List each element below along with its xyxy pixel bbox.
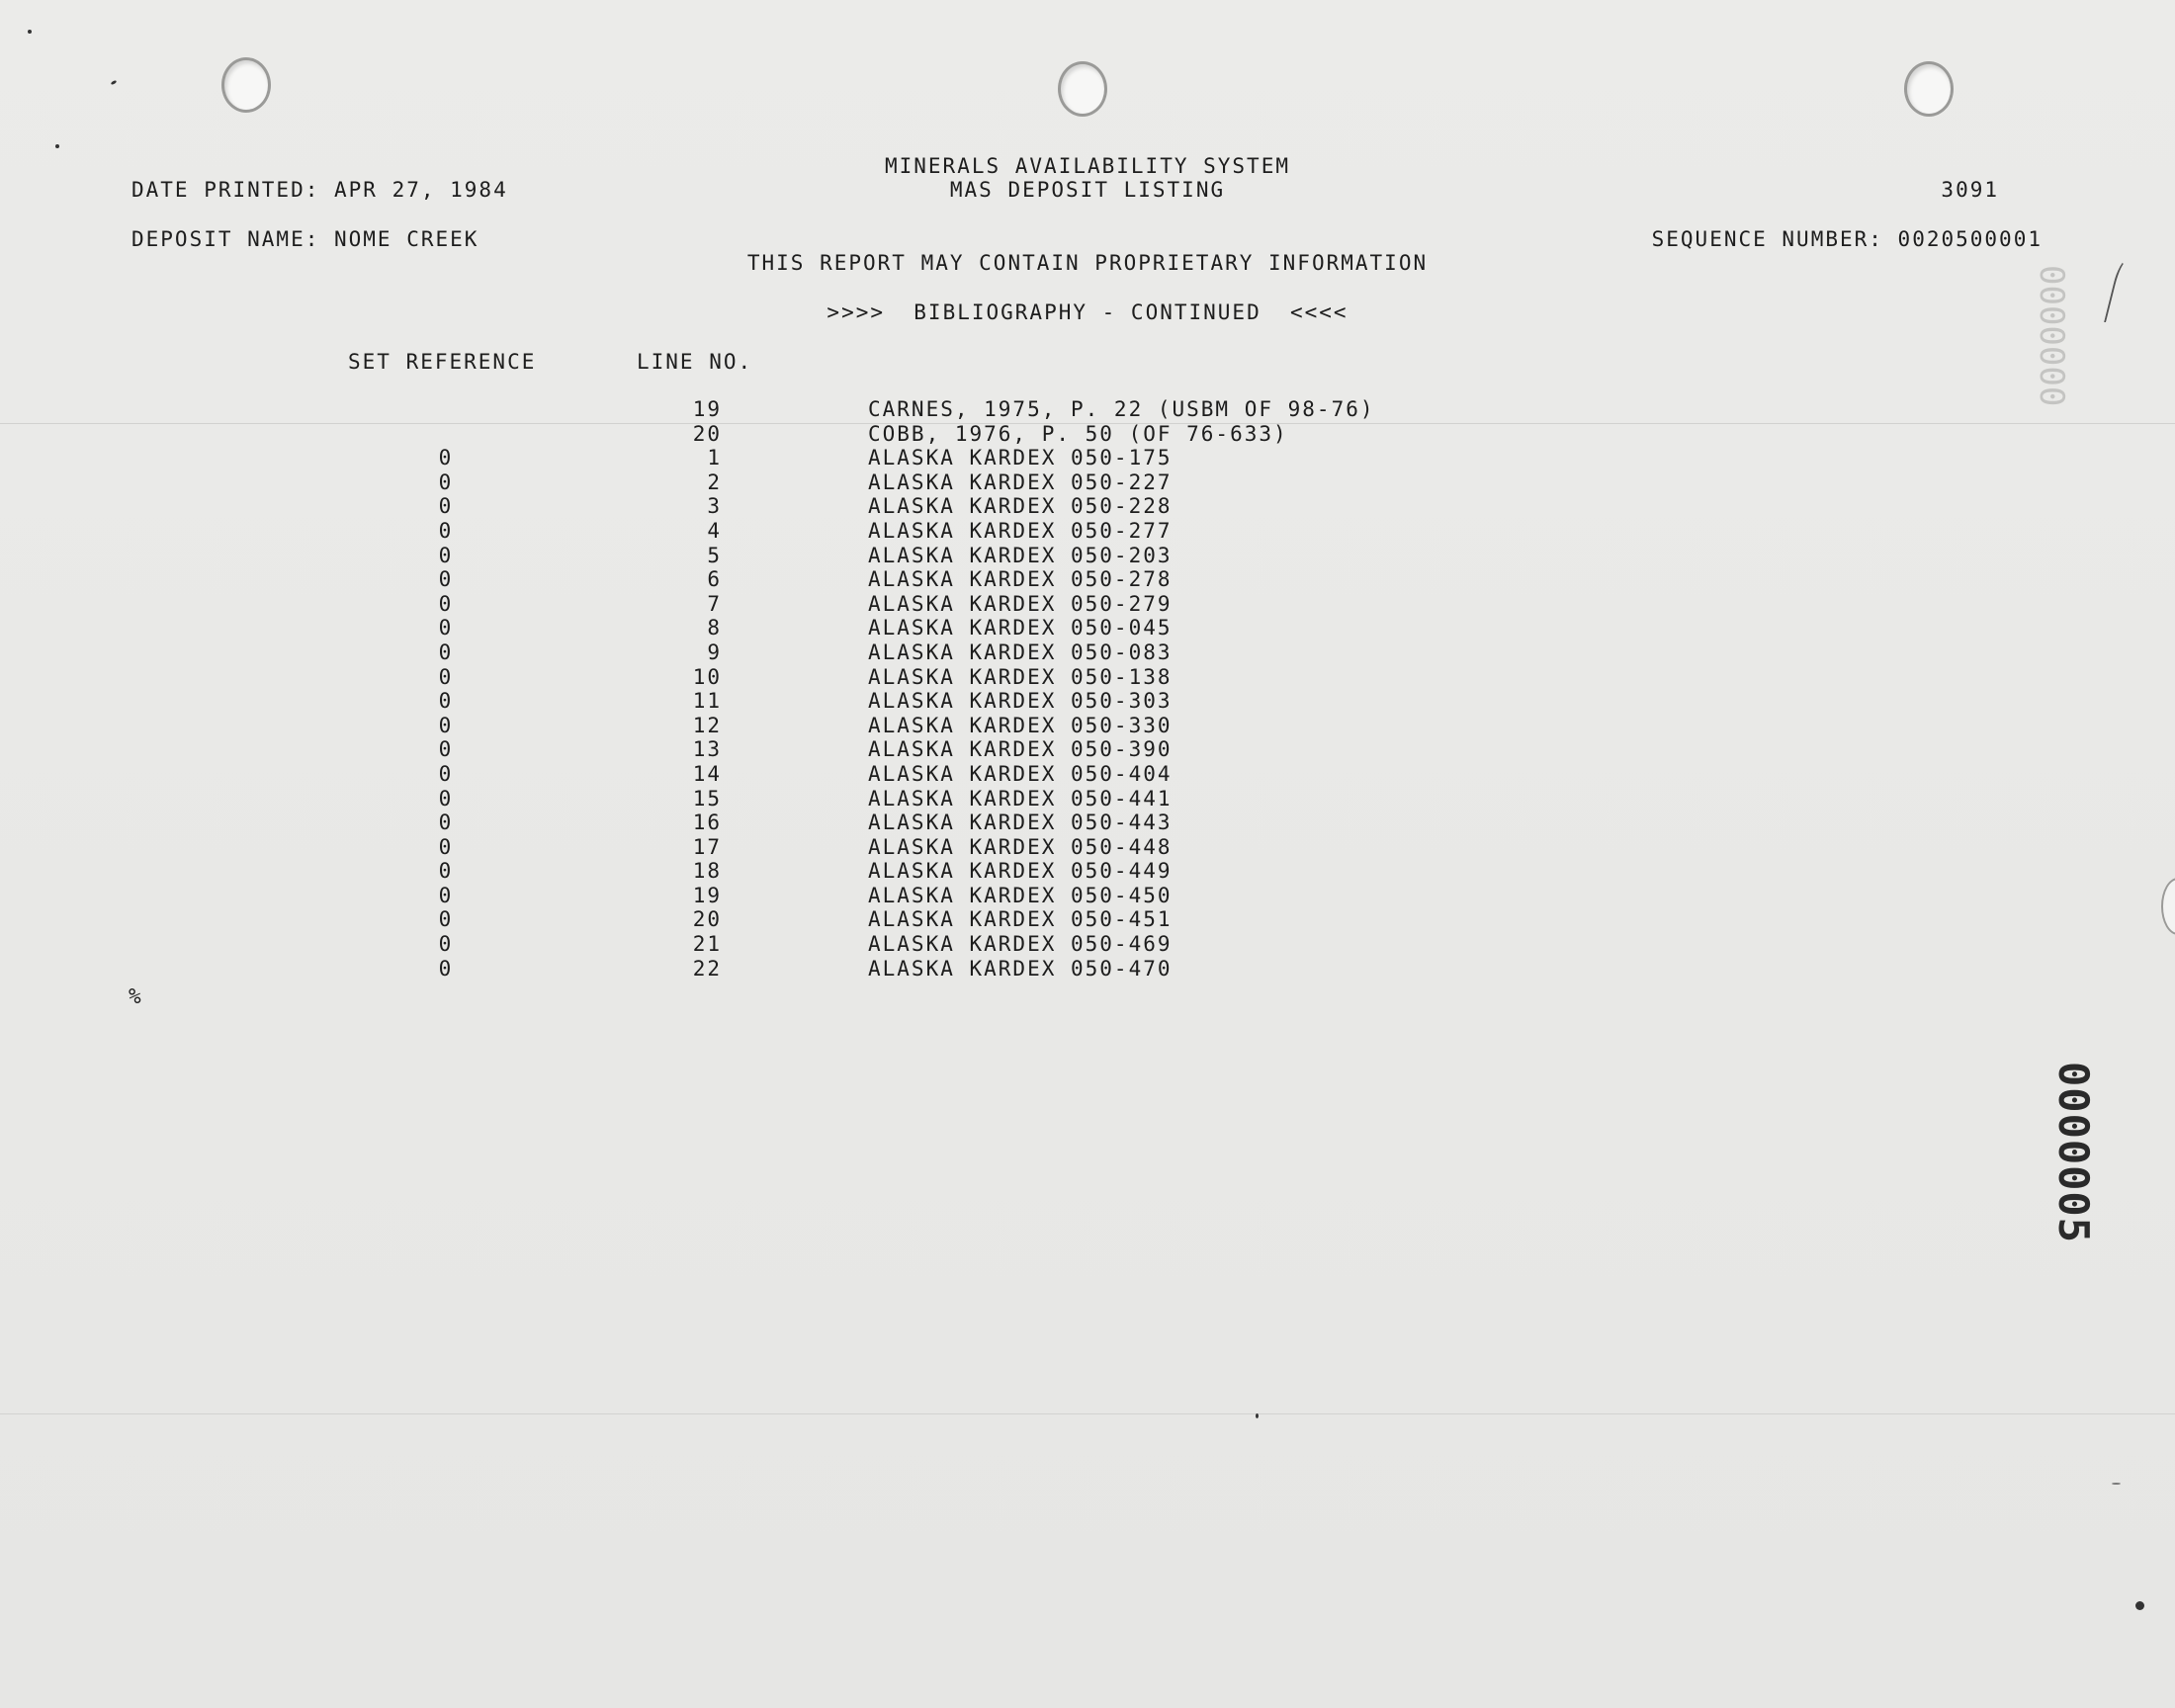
reference-cell: ALASKA KARDEX 050-469	[868, 932, 1173, 957]
list-item	[0, 835, 2175, 860]
list-item	[0, 787, 2175, 811]
punch-hole-left	[221, 57, 271, 113]
reference-cell: ALASKA KARDEX 050-330	[868, 713, 1173, 737]
speck	[111, 80, 118, 86]
set-reference-cell: 0	[438, 956, 454, 981]
reference-cell: ALASKA KARDEX 050-277	[868, 518, 1173, 543]
reference-cell: ALASKA KARDEX 050-279	[868, 591, 1173, 616]
reference-cell: ALASKA KARDEX 050-138	[868, 664, 1173, 689]
line-number-cell: 6	[707, 567, 722, 592]
set-reference-cell: 0	[438, 567, 454, 592]
punch-hole-right	[1904, 61, 1954, 117]
set-reference-cell: 0	[438, 907, 454, 932]
page-number: 3091	[1941, 178, 1999, 202]
line-number-cell: 12	[692, 713, 722, 737]
list-item	[0, 616, 2175, 640]
line-number-cell: 20	[692, 907, 722, 932]
set-reference-cell: 0	[438, 640, 454, 664]
list-item	[0, 932, 2175, 957]
line-number-cell: 8	[707, 616, 722, 640]
reference-cell: ALASKA KARDEX 050-390	[868, 737, 1173, 762]
set-reference-cell: 0	[438, 689, 454, 714]
deposit-name: DEPOSIT NAME: NOME CREEK	[131, 227, 479, 251]
set-reference-cell: 0	[438, 834, 454, 859]
list-item	[0, 446, 2175, 470]
line-number-cell: 5	[707, 543, 722, 567]
column-header-set-reference: SET REFERENCE	[348, 350, 537, 374]
date-printed: DATE PRINTED: APR 27, 1984	[131, 178, 508, 202]
set-reference-cell: 0	[438, 664, 454, 689]
list-item	[0, 494, 2175, 519]
line-number-cell: 16	[692, 811, 722, 835]
frame-number-stamp: 0000005	[2049, 1062, 2098, 1244]
line-number-cell: 1	[707, 446, 722, 470]
set-reference-cell: 0	[438, 786, 454, 811]
line-number-cell: 13	[692, 737, 722, 762]
set-reference-cell: 0	[438, 591, 454, 616]
fold-line	[0, 1413, 2175, 1414]
list-item	[0, 714, 2175, 738]
line-number-cell: 20	[692, 421, 722, 446]
speck	[2135, 1601, 2144, 1610]
set-reference-cell: 0	[438, 737, 454, 762]
reference-cell: ALASKA KARDEX 050-470	[868, 956, 1173, 981]
list-item	[0, 640, 2175, 665]
set-reference-cell: 0	[438, 494, 454, 519]
line-number-cell: 15	[692, 786, 722, 811]
list-item	[0, 422, 2175, 447]
list-item	[0, 859, 2175, 884]
line-number-cell: 3	[707, 494, 722, 519]
reference-cell: ALASKA KARDEX 050-448	[868, 834, 1173, 859]
reference-cell: ALASKA KARDEX 050-278	[868, 567, 1173, 592]
list-item	[0, 884, 2175, 908]
line-number-cell: 2	[707, 470, 722, 494]
list-item	[0, 689, 2175, 714]
reference-cell: ALASKA KARDEX 050-203	[868, 543, 1173, 567]
list-item	[0, 907, 2175, 932]
list-item	[0, 762, 2175, 787]
reference-cell: ALASKA KARDEX 050-441	[868, 786, 1173, 811]
list-item	[0, 957, 2175, 982]
list-item	[0, 665, 2175, 690]
list-item	[0, 544, 2175, 568]
listing-title: MAS DEPOSIT LISTING	[949, 178, 1226, 202]
line-number-cell: 7	[707, 591, 722, 616]
reference-cell: CARNES, 1975, P. 22 (USBM OF 98-76)	[868, 397, 1375, 421]
reference-cell: ALASKA KARDEX 050-303	[868, 689, 1173, 714]
line-number-cell: 4	[707, 518, 722, 543]
reference-cell: ALASKA KARDEX 050-449	[868, 859, 1173, 884]
end-marker: %	[129, 984, 143, 1008]
speck	[1256, 1413, 1259, 1418]
punch-hole-center	[1058, 61, 1107, 117]
reference-cell: ALASKA KARDEX 050-443	[868, 811, 1173, 835]
list-item	[0, 470, 2175, 495]
list-item	[0, 592, 2175, 617]
line-number-cell: 17	[692, 834, 722, 859]
list-item	[0, 567, 2175, 592]
line-number-cell: 14	[692, 761, 722, 786]
set-reference-cell: 0	[438, 470, 454, 494]
reference-cell: ALASKA KARDEX 050-450	[868, 883, 1173, 907]
column-header-line-no: LINE NO.	[637, 350, 753, 374]
set-reference-cell: 0	[438, 883, 454, 907]
line-number-cell: 18	[692, 859, 722, 884]
ghost-stamp: 0000000	[2032, 265, 2071, 407]
speck	[2112, 1483, 2121, 1485]
reference-cell: ALASKA KARDEX 050-227	[868, 470, 1173, 494]
line-number-cell: 9	[707, 640, 722, 664]
list-item	[0, 397, 2175, 422]
set-reference-cell: 0	[438, 518, 454, 543]
line-number-cell: 21	[692, 932, 722, 957]
sequence-number: SEQUENCE NUMBER: 0020500001	[1651, 227, 2043, 251]
set-reference-cell: 0	[438, 932, 454, 957]
line-number-cell: 11	[692, 689, 722, 714]
speck	[55, 144, 59, 148]
reference-cell: ALASKA KARDEX 050-451	[868, 907, 1173, 932]
list-item	[0, 737, 2175, 762]
reference-cell: ALASKA KARDEX 050-083	[868, 640, 1173, 664]
reference-cell: ALASKA KARDEX 050-228	[868, 494, 1173, 519]
set-reference-cell: 0	[438, 859, 454, 884]
line-number-cell: 10	[692, 664, 722, 689]
set-reference-cell: 0	[438, 713, 454, 737]
bibliography-list	[0, 397, 2175, 981]
list-item	[0, 519, 2175, 544]
set-reference-cell: 0	[438, 761, 454, 786]
reference-cell: ALASKA KARDEX 050-175	[868, 446, 1173, 470]
speck	[28, 30, 32, 34]
set-reference-cell: 0	[438, 811, 454, 835]
list-item	[0, 811, 2175, 835]
reference-cell: ALASKA KARDEX 050-404	[868, 761, 1173, 786]
reference-cell: COBB, 1976, P. 50 (OF 76-633)	[868, 421, 1288, 446]
line-number-cell: 19	[692, 883, 722, 907]
line-number-cell: 19	[692, 397, 722, 421]
line-number-cell: 22	[692, 956, 722, 981]
reference-cell: ALASKA KARDEX 050-045	[868, 616, 1173, 640]
set-reference-cell: 0	[438, 446, 454, 470]
proprietary-notice: THIS REPORT MAY CONTAIN PROPRIETARY INFORMATION	[746, 251, 1429, 275]
edge-mark	[2104, 259, 2139, 322]
set-reference-cell: 0	[438, 616, 454, 640]
system-title: MINERALS AVAILABILITY SYSTEM	[884, 154, 1290, 178]
set-reference-cell: 0	[438, 543, 454, 567]
section-heading: >>>> BIBLIOGRAPHY - CONTINUED <<<<	[826, 300, 1348, 324]
